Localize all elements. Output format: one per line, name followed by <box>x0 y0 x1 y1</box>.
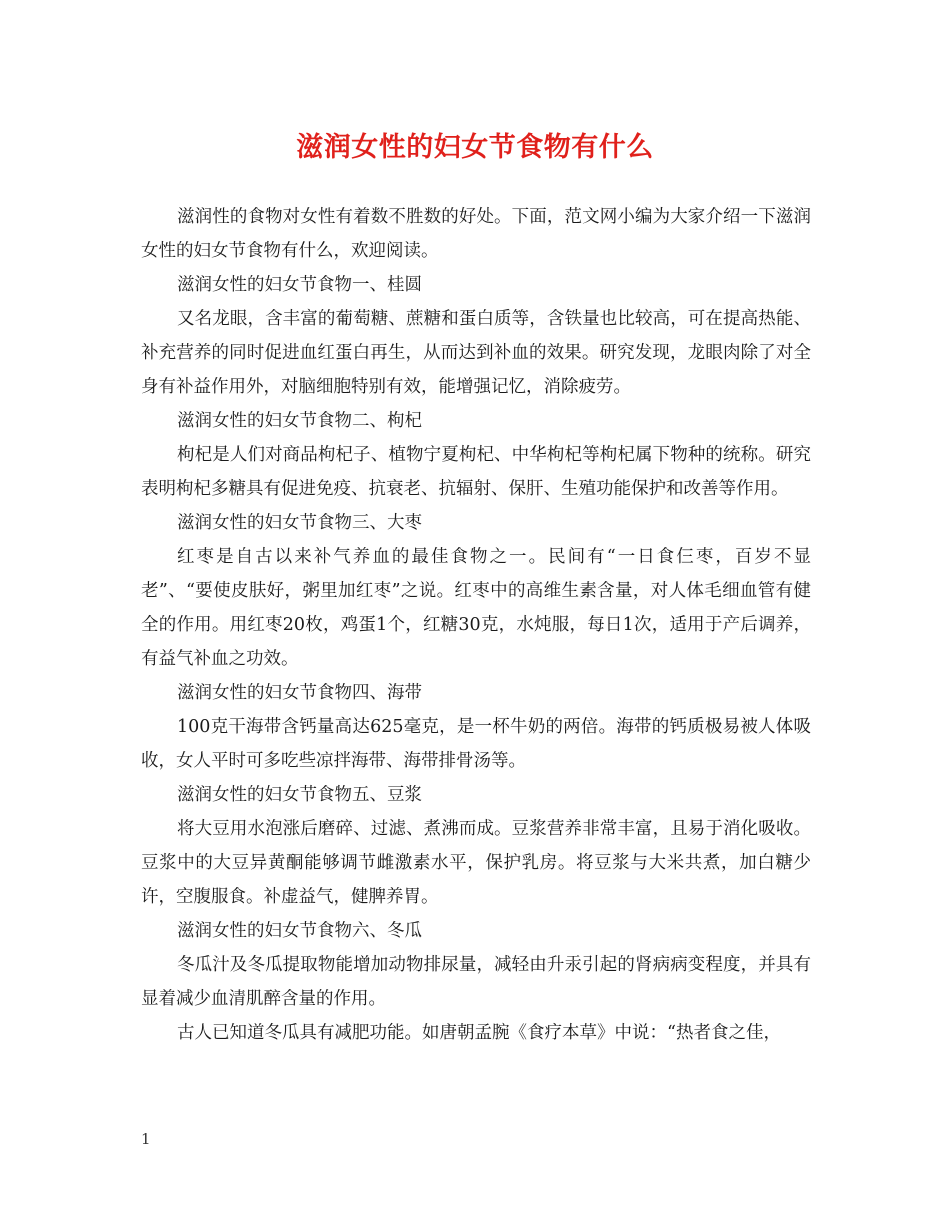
paragraph-jujube: 红枣是自古以来补气养血的最佳食物之一。民间有“一日食仨枣，百岁不显老”、“要使皮肤好，粥里加红枣”之说。红枣中的高维生素含量，对人体毛细血管有健全的作用。用红枣20枚，鸡蛋1个，红糖30克，水炖服，每日1次，适用于产后调养，有益气补血之功效。 <box>141 547 811 669</box>
section-heading-soymilk: 滋润女性的妇女节食物五、豆浆 <box>177 785 422 805</box>
paragraph-soymilk: 将大豆用水泡涨后磨碎、过滤、煮沸而成。豆浆营养非常丰富，且易于消化吸收。豆浆中的大豆异黄酮能够调节雌激素水平，保护乳房。将豆浆与大米共煮，加白糖少许，空腹服食。补虚益气，健脾养胃。 <box>141 819 811 907</box>
paragraph-kelp: 100克干海带含钙量高达625毫克，是一杯牛奶的两倍。海带的钙质极易被人体吸收，女人平时可多吃些凉拌海带、海带排骨汤等。 <box>141 717 811 771</box>
section-heading-kelp: 滋润女性的妇女节食物四、海带 <box>177 683 422 703</box>
paragraph-winter-melon-history: 古人已知道冬瓜具有减肥功能。如唐朝孟腕《食疗本草》中说：“热者食之佳， <box>177 1023 781 1043</box>
page-number: 1 <box>141 1130 151 1148</box>
document-title: 滋润女性的妇女节食物有什么 <box>296 132 654 163</box>
paragraph-goji: 枸杞是人们对商品枸杞子、植物宁夏枸杞、中华枸杞等枸杞属下物种的统称。研究表明枸杞多糖具有促进免疫、抗衰老、抗辐射、保肝、生殖功能保护和改善等作用。 <box>141 445 811 499</box>
paragraph-longan: 又名龙眼，含丰富的葡萄糖、蔗糖和蛋白质等，含铁量也比较高，可在提高热能、补充营养的同时促进血红蛋白再生，从而达到补血的效果。研究发现，龙眼肉除了对全身有补益作用外，对脑细胞特别有效，能增强记忆，消除疲劳。 <box>141 309 811 397</box>
section-heading-jujube: 滋润女性的妇女节食物三、大枣 <box>177 513 422 533</box>
section-heading-goji: 滋润女性的妇女节食物二、枸杞 <box>177 411 422 431</box>
paragraph-intro: 滋润性的食物对女性有着数不胜数的好处。下面，范文网小编为大家介绍一下滋润女性的妇女节食物有什么，欢迎阅读。 <box>141 207 811 261</box>
paragraph-winter-melon: 冬瓜汁及冬瓜提取物能增加动物排尿量，减轻由升汞引起的肾病病变程度，并具有显着减少血清肌醉含量的作用。 <box>141 955 811 1009</box>
section-heading-winter-melon: 滋润女性的妇女节食物六、冬瓜 <box>177 921 422 941</box>
document-body <box>141 200 811 1050</box>
section-heading-longan: 滋润女性的妇女节食物一、桂圆 <box>177 275 422 295</box>
